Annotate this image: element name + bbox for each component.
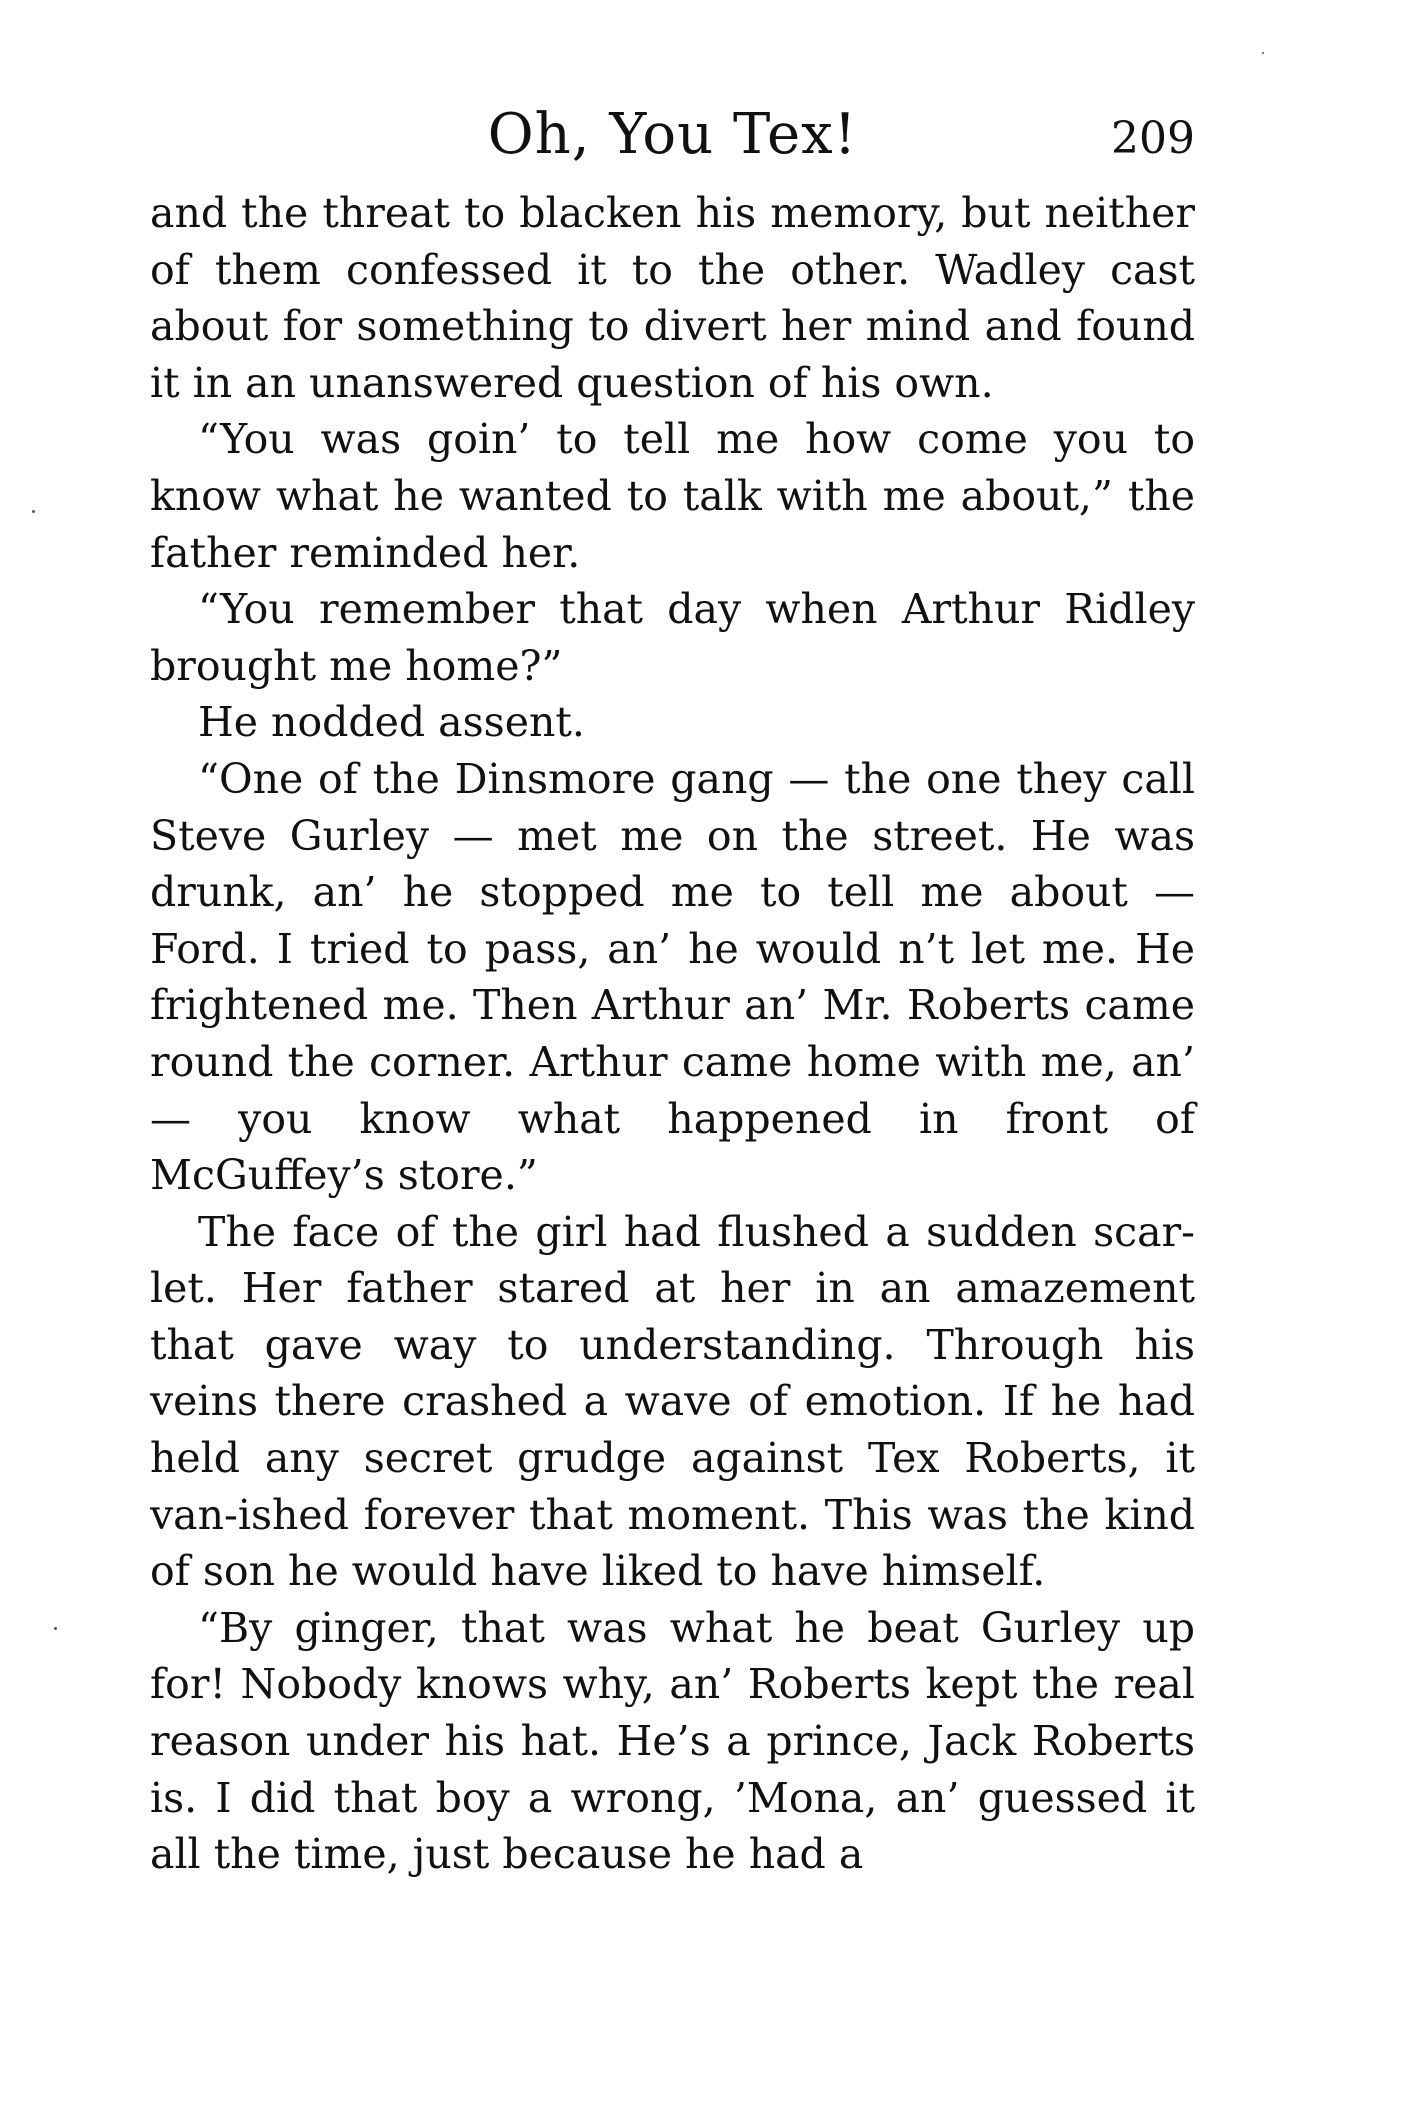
page-number: 209 (1111, 113, 1195, 164)
paragraph-7: “By ginger, that was what he beat Gurley up for! Nobody knows why, an’ Roberts kept the real reason under his hat. He’s a prince, Jack Roberts is. I did that boy a wrong, ’Mona, an’ guessed it all the time, just because he had a (150, 1603, 1195, 1879)
page-header (150, 95, 1195, 175)
paragraph-2: “You was goin’ to tell me how come you to know what he wanted to talk with me about,” the father reminded her. (150, 415, 1195, 577)
paragraph-5: “One of the Dinsmore gang — the one they call Steve Gurley — met me on the street. He was drunk, an’ he stopped me to tell me about — Ford. I tried to pass, an’ he would n’t let me. He frightened me. Then Arthur an’ Mr. Roberts came round the corner. Arthur came home with me, an’ — you know what happened in front of McGuffey’s store.” (150, 754, 1195, 1200)
scan-speck (1262, 52, 1264, 54)
scan-speck (54, 1627, 57, 1630)
body-text (150, 185, 1195, 1883)
paragraph-4: He nodded assent. (198, 698, 585, 747)
scan-speck (32, 510, 35, 513)
paragraph-3: “You remember that day when Arthur Ridley brought me home?” (150, 585, 1195, 690)
paragraph-6: The face of the girl had flushed a sudden scar-let. Her father stared at her in an amazement that gave way to understanding. Through his veins there crashed a wave of emotion. If he had held any secret grudge against Tex Roberts, it van-ished forever that moment. This was the kind of son he would have liked to have himself. (150, 1207, 1195, 1596)
running-title: Oh, You Tex! (487, 102, 858, 167)
paragraph-1: and the threat to blacken his memory, but neither of them confessed it to the other. Wadley cast about for something to divert her mind and found it in an unanswered question of his own. (150, 189, 1195, 407)
